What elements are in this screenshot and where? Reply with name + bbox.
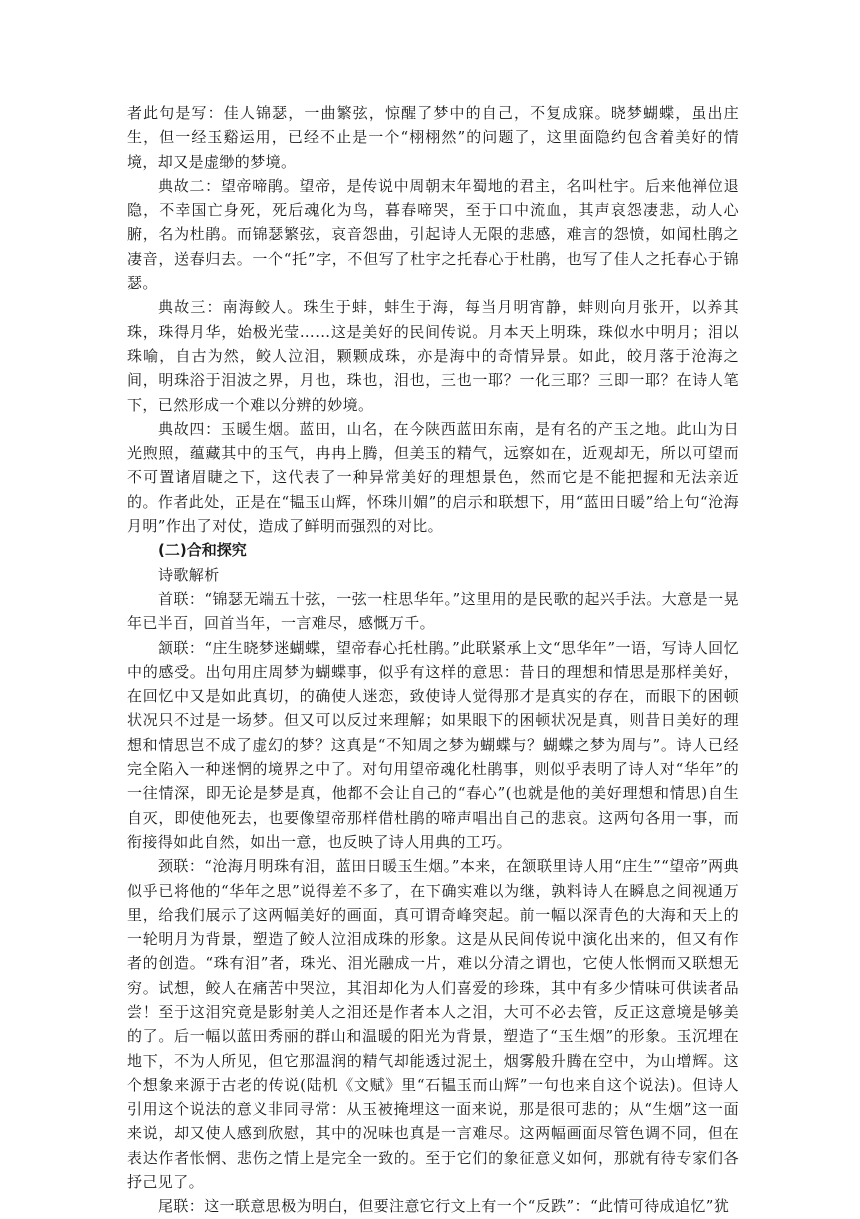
section-subheading: 诗歌解析 [158,565,220,584]
paragraph-third-couplet: 颈联：“沧海月明珠有泪，蓝田日暖玉生烟。”本来，在颔联里诗人用“庄生”“望帝”两典似乎已将他的“华年之思”说得差不多了，在下确实难以为继，孰料诗人在瞬息之间视通万里，给我们展示了这两幅美好的画面，真可谓奇峰突起。前一幅以深青色的大海和天上的一轮明月为背景，塑造了鲛人泣泪成珠的形象。这是从民间传说中演化出来的，但又有作者的创造。“珠有泪”者，珠光、泪光融成一片，难以分清之谓也，它使人怅惘而又联想无穷。试想，鲛人在痛苦中哭泣，其泪却化为人们喜爱的珍珠，其中有多少情味可供读者品尝！至于这泪究竟是影射美人之泪还是作者本人之泪，大可不必去管，反正这意境是够美的了。后一幅以蓝田秀丽的群山和温暖的阳光为背景，塑造了“玉生烟”的形象。玉沉埋在地下，不为人所见，但它那温润的精气却能透过泥土，烟雾般升腾在空中，为山增辉。这个想象来源于古老的传说(陆机《文赋》里“石韫玉而山辉”一句也来自这个说法)。但诗人引用这个说法的意义非同寻常：从玉被掩埋这一面来说，那是很可悲的；从“生烟”这一面来说，却又使人感到欣慰，其中的况味也真是一言难尽。这两幅画面尽管色调不同，但在表达作者怅惘、悲伤之情上是完全一致的。至于它们的象征意义如何，那就有待专家们各抒己见了。 [127,857,739,1192]
paragraph-continuation: 者此句是写：佳人锦瑟，一曲繁弦，惊醒了梦中的自己，不复成寐。晓梦蝴蝶，虽出庄生，但一经玉谿运用，已经不止是一个“栩栩然”的问题了，这里面隐约包含着美好的情境，却又是虚缈的梦境。 [127,104,739,171]
paragraph-first-couplet: 首联：“锦瑟无端五十弦，一弦一柱思华年。”这里用的是民歌的起兴手法。大意是一晃年已半百，回首当年，一言难尽，感慨万千。 [127,589,739,633]
paragraph-allusion-3: 典故三：南海鲛人。珠生于蚌，蚌生于海，每当月明宵静，蚌则向月张开，以养其珠，珠得月华，始极光莹……这是美好的民间传说。月本天上明珠，珠似水中明月；泪以珠喻，自古为然，鲛人泣泪，颗颗成珠，亦是海中的奇情异景。如此，皎月落于沧海之间，明珠浴于泪波之界，月也，珠也，泪也，三也一耶？一化三耶？三即一耶？在诗人笔下，已然形成一个难以分辨的妙境。 [127,298,739,414]
paragraph-allusion-4: 典故四：玉暖生烟。蓝田，山名，在今陕西蓝田东南，是有名的产玉之地。此山为日光煦照，蕴藏其中的玉气，冉冉上腾，但美玉的精气，远察如在，近观却无，所以可望而不可置诸眉睫之下，这代表了一种异常美好的理想景色，然而它是不能把握和无法亲近的。作者此处，正是在“韫玉山辉，怀珠川媚”的启示和联想下，用“蓝田日暖”给上句“沧海月明”作出了对仗，造成了鲜明而强烈的对比。 [127,419,739,536]
document-page [127,101,739,1219]
paragraph-allusion-2: 典故二：望帝啼鹃。望帝，是传说中周朝末年蜀地的君主，名叫杜宇。后来他禅位退隐，不幸国亡身死，死后魂化为鸟，暮春啼哭，至于口中流血，其声哀怨凄悲，动人心腑，名为杜鹃。而锦瑟繁弦，哀音怨曲，引起诗人无限的悲感，难言的怨愤，如闻杜鹃之凄音，送春归去。一个“托”字，不但写了杜宇之托春心于杜鹃，也写了佳人之托春心于锦瑟。 [127,176,739,293]
section-heading: (二)合和探究 [158,541,247,560]
paragraph-last-couplet: 尾联：这一联意思极为明白，但要注意它行文上有一个“反跌”：“此情可待成追忆”犹 [158,1197,730,1216]
paragraph-second-couplet: 颔联：“庄生晓梦迷蝴蝶，望帝春心托杜鹃。”此联紧承上文“思华年”一语，写诗人回忆中的感受。出句用庄周梦为蝴蝶事，似乎有这样的意思：昔日的理想和情思是那样美好，在回忆中又是如此真切，的确使人迷恋，致使诗人觉得那才是真实的存在，而眼下的困顿状况只不过是一场梦。但又可以反过来理解；如果眼下的困顿状况是真，则昔日美好的理想和情思岂不成了虚幻的梦？这真是“不知周之梦为蝴蝶与？蝴蝶之梦为周与”。诗人已经完全陷入一种迷惘的境界之中了。对句用望帝魂化杜鹃事，则似乎表明了诗人对“华年”的一往情深，即无论是梦是真，他都不会让自己的“春心”(也就是他的美好理想和情思)自生自灭，即使他死去，也要像望帝那样借杜鹃的啼声唱出自己的悲哀。这两句各用一事，而衔接得如此自然，如出一意，也反映了诗人用典的工巧。 [127,638,739,851]
